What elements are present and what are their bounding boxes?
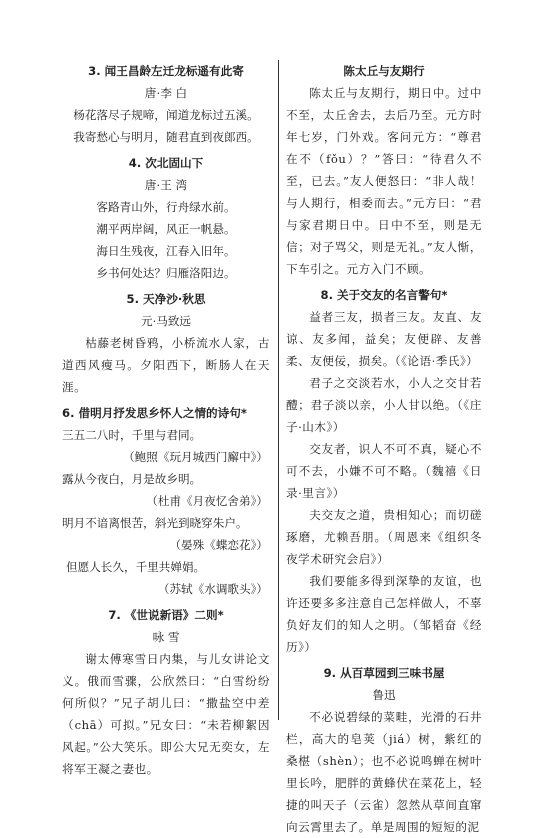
section-7b-text: 陈太丘与友期行，期日中。过中不至，太丘舍去，去后乃至。元方时年七岁，门外戏。客问元方：“尊君在不（fǒu）？”答曰：“待君久不至，已去。”友人便怒曰：“非人哉！与人期行，相委而去。”元方曰：“君与家君期日中。日中不至，则是无信；对子骂父，则是无礼。”友人惭，下车引之。元方入门不顾。 <box>286 86 482 276</box>
section-6-line-3: 明月不谙离恨苦，斜光到晓穿朱户。 <box>62 516 248 530</box>
section-7b-body <box>286 82 482 280</box>
section-5-author: 元·马致远 <box>140 314 192 328</box>
section-3-line-2: 我寄愁心与明月，随君直到夜郎西。 <box>73 130 259 144</box>
section-4-author: 唐·王 湾 <box>144 178 188 192</box>
section-8-para-3: 交友者，识人不可不真，疑心不可不去，小嫌不可不略。（魏禧《日录·里言》） <box>286 442 482 500</box>
section-8-para-1: 益者三友，损者三友。友直、友谅、友多闻，益矣；友便辟、友善柔、友便佞，损矣。（《论语·季氏》） <box>286 310 482 368</box>
section-9-title: 9. 从百草园到三味书屋 <box>323 666 445 680</box>
section-7b-title: 陈太丘与友期行 <box>343 64 425 78</box>
section-3-line-1: 杨花落尽子规啼，闻道龙标过五溪。 <box>73 108 259 122</box>
section-6-cite-4: （苏轼《水调歌头》） <box>157 582 268 596</box>
section-6-cite-1: （鲍照《玩月城西门廨中》） <box>123 450 268 464</box>
section-5-text: 枯藤老树昏鸦，小桥流水人家，古道西风瘦马。夕阳西下，断肠人在天涯。 <box>62 336 270 394</box>
section-5-title: 5. 天净沙·秋思 <box>126 292 206 306</box>
section-8-para-2: 君子之交淡若水，小人之交甘若醴；君子淡以亲，小人甘以绝。（《庄子·山木》） <box>286 376 482 434</box>
section-9-author: 鲁迅 <box>372 688 396 702</box>
right-column <box>286 60 482 838</box>
section-4-line-3: 海日生残夜，江春入旧年。 <box>96 244 236 258</box>
section-9-body <box>286 706 482 838</box>
section-6-cite-2: （杜甫《月夜忆舍弟》） <box>146 494 268 508</box>
section-8-para-4: 夫交友之道，贵相知心；而切磋琢磨，尤赖吾朋。（周恩来《组织冬夜学术研究会启》） <box>286 508 482 566</box>
section-6-line-2: 露从今夜白，月是故乡明。 <box>62 472 202 486</box>
section-7-title: 7. 《世说新语》二则* <box>108 608 224 622</box>
section-8-body <box>286 306 482 658</box>
section-3-author: 唐·李 白 <box>144 86 188 100</box>
section-9-text: 不必说碧绿的菜畦，光滑的石井栏，高大的皂荚（jiá）树，紫红的桑椹（shèn）；也不必说鸣蝉在树叶里长吟，肥胖的黄蜂伏在菜花上，轻捷的叫天子（云雀）忽然从草间直窜向云霄里去了。单是周围的短短的泥 <box>286 710 482 834</box>
section-7-body <box>62 648 270 780</box>
section-7-subtitle: 咏 雪 <box>152 630 180 644</box>
section-3-title: 3. 闻王昌龄左迁龙标遥有此寄 <box>88 64 244 78</box>
section-4-line-2: 潮平两岸阔，风正一帆悬。 <box>96 222 236 236</box>
column-divider <box>278 60 279 720</box>
section-6-cite-3: （晏殊《蝶恋花》） <box>169 538 268 552</box>
left-column <box>62 60 270 780</box>
section-6-title: 6. 借明月抒发思乡怀人之情的诗句* <box>62 406 247 420</box>
section-5-body <box>62 332 270 398</box>
section-4-line-4: 乡书何处达？归雁洛阳边。 <box>96 266 236 280</box>
section-7-text: 谢太傅寒雪日内集，与儿女讲论文义。俄而雪骤，公欣然曰：“白雪纷纷何所似？”兄子胡儿曰：“撒盐空中差（chā）可拟。”兄女曰：“未若柳絮因风起。”公大笑乐。即公大兄无奕女，左将军王凝之妻也。 <box>62 652 270 776</box>
section-8-title: 8. 关于交友的名言警句* <box>320 288 448 302</box>
section-4-line-1: 客路青山外，行舟绿水前。 <box>96 200 236 214</box>
section-6-line-4: 但愿人长久，千里共婵娟。 <box>66 560 206 574</box>
section-4-title: 4. 次北固山下 <box>128 156 204 170</box>
section-6-line-1: 三五二八时，千里与君同。 <box>62 428 202 442</box>
section-8-para-5: 我们要能多得到深挚的友谊，也许还要多多注意自己怎样做人，不辜负好友们的知人之明。（邹韬奋《经历》） <box>286 574 482 654</box>
